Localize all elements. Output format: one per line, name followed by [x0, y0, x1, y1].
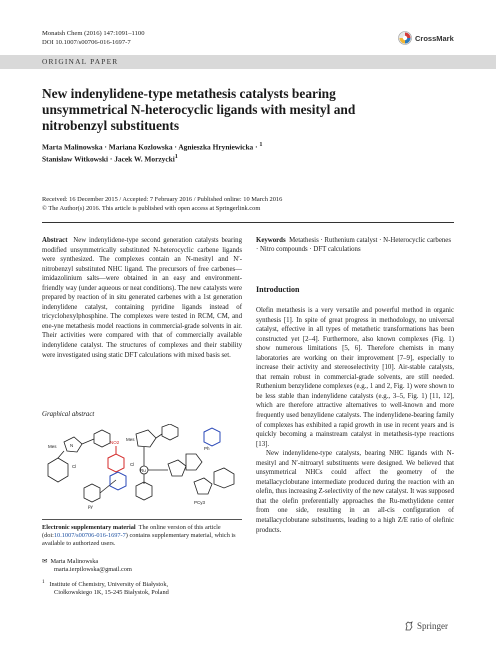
affiliation-mark: 1 [174, 154, 178, 161]
corresponding-author [42, 558, 242, 574]
affiliation-number: 1 [42, 579, 45, 585]
keywords-label: Keywords [256, 237, 286, 244]
supplementary-note [42, 524, 242, 549]
crossmark-icon [398, 31, 412, 45]
license-line: © The Author(s) 2016. This article is published with open access at Springerlink.com [42, 204, 261, 212]
ga-label-ph: Ph [204, 446, 210, 451]
ga-label-no2: NO2 [110, 440, 120, 445]
affiliation-line-2: Ciołkowskiego 1K, 15-245 Białystok, Poland [54, 589, 169, 597]
abstract [42, 236, 242, 360]
esm-text-b: ) contains supplementary material, which is available to authorized users. [42, 532, 236, 548]
ga-label-n: N [70, 443, 74, 448]
ga-label-py: py [88, 504, 93, 509]
ga-label-cl: Cl [72, 464, 77, 469]
introduction-paragraph: New indenylidene-type catalysts, bearing NHC ligands with N-mesityl and N′-nitroaryl substituents were designed. We believed that unsymmetrical NHCs could affect the geometry of the metallacyclobutane intermediate produced during the reaction with an olefin, thus increasing Z-selectivity of the new catalyst. It was supposed that the olefin preferentially approaches the Ru-methylidene center from one side, resulting in an all-cis configuration of metallacyclobutane substituents, leading to a high Z/E ratio of olefinic products. [256, 450, 454, 534]
abstract-text: New indenylidene-type second generation catalysts bearing modified unsymmetrically substituted N-heterocyclic carbene ligands were synthesized. The complexes contain an N-mesityl and N′-nitrobenzyl substituted NHC ligand. The precursors of free carbenes—imidazolinium salts—were obtained in an easy and environment-friendly way (under aqueous or neat conditions). The new catalysts were prepared by reaction of in situ generated carbenes with a 1st generation indenylidene catalyst, containing pyridine ligands instead of tricyclohexylphosphine. The complexes were tested in RCM, CM, and ene-yne metathesis model reactions in commercial-grade solvents in air. Their activities were compared with that of commercially available indenylidene catalyst. The structures of complexes and their stability were investigated using static DFT calculations with mixed basis set. [42, 237, 242, 359]
contact-email[interactable]: marta.ierpilowska@gmail.com [54, 566, 132, 574]
ga-label-pcy3: PCy3 [194, 500, 206, 505]
authors-line-2: Stanisław Witkowski · Jacek W. Morzycki [42, 154, 175, 164]
section-label: ORIGINAL PAPER [42, 57, 119, 66]
header-divider [42, 222, 454, 223]
introduction-paragraph: Olefin metathesis is a very versatile and powerful method in organic synthesis [1]. In spite of great progress in methodology, no universal catalyst, effective in all types of metathetic transformations has been constructed yet [2–4]. Furthermore, also known complexes (Fig. 1) show numerous limitations [5, 6]. Therefore chemists in many laboratories are working on their improvement [7–9], especially to increase their activity and stereoselectivity [10]. Air-stable catalysts, that remain robust in commercial-grade solvents, are still needed. Ruthenium benzylidene complexes (e.g., 1 and 2, Fig. 1) were shown to be less stable than indenylidene catalysts (e.g., 3–5, Fig. 1) [11, 12], which are therefore attractive alternatives to well-known and more frequently used benzylidene catalysts. The indenylidene-bearing family of complexes has exhibited a rapid growth in use in recent years and is quickly becoming a mainstream catalyst in metathesis-type reactions [13]. [256, 307, 454, 448]
graphical-abstract-image [44, 424, 240, 512]
affiliation-line-1: Institute of Chemistry, University of Białystok, [49, 581, 169, 589]
ga-label-mes: Mes [48, 444, 57, 449]
affiliation [42, 578, 242, 598]
introduction-body [256, 306, 454, 535]
publisher-logo [404, 621, 448, 631]
esm-label: Electronic supplementary material [42, 524, 136, 531]
footnote-divider [42, 519, 242, 520]
author-list [42, 140, 372, 165]
publication-dates [42, 196, 462, 213]
springer-horse-icon [404, 621, 414, 631]
ga-label-mes: Mes [126, 437, 135, 442]
crossmark-badge[interactable] [398, 31, 454, 45]
graphical-abstract-label: Graphical abstract [42, 411, 95, 418]
journal-info [42, 29, 145, 47]
envelope-icon: ✉ [42, 558, 48, 565]
ga-label-cl: Cl [130, 462, 135, 467]
journal-citation: Monatsh Chem (2016) 147:1091–1100 [42, 30, 145, 37]
affiliation-mark: 1 [259, 142, 263, 148]
abstract-label: Abstract [42, 237, 68, 244]
doi-line: DOI 10.1007/s00706-016-1697-7 [42, 39, 131, 46]
contact-name: Marta Malinowska [50, 558, 99, 565]
esm-text-a: The online version of this article (doi: [42, 524, 221, 540]
authors-line-1: Marta Malinowska · Mariana Kozlowska · Agnieszka Hryniewicka · [42, 142, 260, 152]
article-title: New indenylidene-type metathesis catalysts bearing unsymmetrical N-heterocyclic ligands with mesityl and nitrobenzyl substituents [42, 86, 356, 133]
esm-doi-link[interactable]: 10.1007/s00706-016-1697-7 [53, 532, 126, 540]
publisher-name: Springer [417, 621, 448, 631]
dates-line: Received: 16 December 2015 / Accepted: 7 February 2016 / Published online: 10 March 2016 [42, 196, 283, 203]
ga-label-ru: Ru [140, 468, 146, 473]
crossmark-label: CrossMark [415, 33, 454, 43]
keywords [256, 236, 454, 255]
keywords-text: Metathesis · Ruthenium catalyst · N-Heterocyclic carbenes · Nitro compounds · DFT calculations [256, 237, 451, 254]
introduction-heading: Introduction [256, 285, 300, 294]
